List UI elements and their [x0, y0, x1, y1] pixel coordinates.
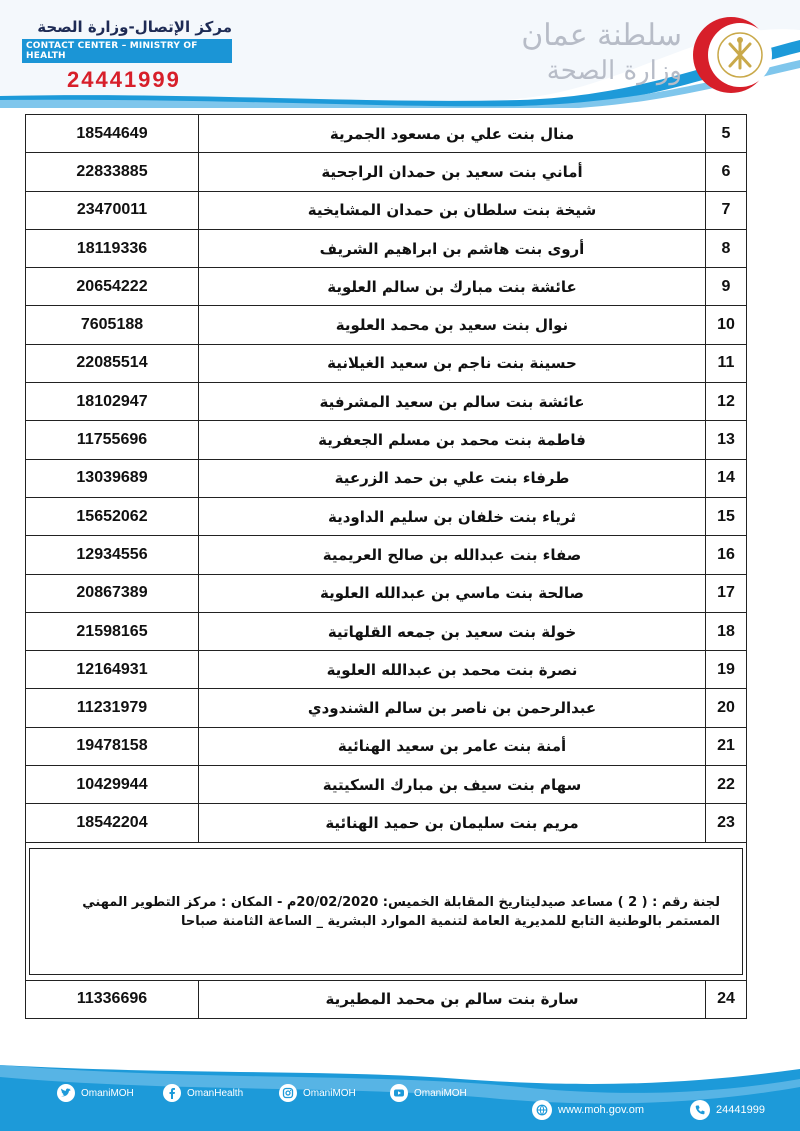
name-cell: حسينة بنت ناجم بن سعيد الغيلانية — [199, 344, 706, 382]
table-row — [26, 497, 747, 535]
name-cell: صفاء بنت عبدالله بن صالح العريمية — [199, 536, 706, 574]
table-row — [26, 980, 747, 1018]
twitter-link[interactable] — [57, 1082, 134, 1104]
row-number-cell: 23 — [706, 804, 747, 842]
instagram-link[interactable] — [279, 1082, 356, 1104]
name-cell: أماني بنت سعيد بن حمدان الراجحية — [199, 153, 706, 191]
table-row — [26, 153, 747, 191]
row-number-cell: 15 — [706, 497, 747, 535]
table-row — [26, 421, 747, 459]
candidates-table-body — [26, 115, 747, 843]
phone-cell: 18119336 — [26, 229, 199, 267]
phone-cell: 11336696 — [26, 980, 199, 1018]
candidates-table-body-2 — [26, 980, 747, 1018]
table-row — [26, 459, 747, 497]
phone-cell: 12164931 — [26, 651, 199, 689]
ministry-calligraphy: وزارة الصحة — [546, 56, 682, 86]
candidates-table — [25, 114, 747, 1019]
row-number-cell: 7 — [706, 191, 747, 229]
sultanate-calligraphy: سلطنة عمان — [521, 18, 682, 53]
table-row — [26, 536, 747, 574]
phone-cell: 18544649 — [26, 115, 199, 153]
phone-link[interactable] — [690, 1099, 765, 1121]
footer-phone-number: 24441999 — [716, 1104, 765, 1116]
table-row — [26, 766, 747, 804]
contact-center-arabic: مركز الإتصال-وزارة الصحة — [37, 18, 232, 36]
row-number-cell: 8 — [706, 229, 747, 267]
youtube-handle: OmaniMOH — [414, 1087, 467, 1099]
phone-cell: 11755696 — [26, 421, 199, 459]
row-number-cell: 20 — [706, 689, 747, 727]
phone-cell: 22833885 — [26, 153, 199, 191]
row-number-cell: 24 — [706, 980, 747, 1018]
row-number-cell: 6 — [706, 153, 747, 191]
committee-note-cell — [26, 842, 747, 980]
table-row — [26, 804, 747, 842]
phone-cell: 20867389 — [26, 574, 199, 612]
name-cell: عائشة بنت مبارك بن سالم العلوية — [199, 268, 706, 306]
name-cell: صالحة بنت ماسي بن عبدالله العلوية — [199, 574, 706, 612]
contact-center-block — [22, 18, 232, 93]
youtube-link[interactable] — [390, 1082, 467, 1104]
twitter-handle: OmaniMOH — [81, 1087, 134, 1099]
phone-cell: 18542204 — [26, 804, 199, 842]
moh-crescent-emblem-icon — [690, 14, 772, 96]
phone-cell: 20654222 — [26, 268, 199, 306]
table-row — [26, 612, 747, 650]
table-row — [26, 191, 747, 229]
row-number-cell: 16 — [706, 536, 747, 574]
youtube-icon — [390, 1084, 408, 1102]
name-cell: نصرة بنت محمد بن عبدالله العلوية — [199, 651, 706, 689]
table-row — [26, 727, 747, 765]
instagram-handle: OmaniMOH — [303, 1087, 356, 1099]
phone-cell: 11231979 — [26, 689, 199, 727]
row-number-cell: 12 — [706, 383, 747, 421]
contact-center-phone: 24441999 — [67, 67, 181, 92]
website-url: www.moh.gov.om — [558, 1104, 644, 1116]
phone-cell: 18102947 — [26, 383, 199, 421]
table-row — [26, 268, 747, 306]
table-row — [26, 383, 747, 421]
instagram-icon — [279, 1084, 297, 1102]
facebook-handle: OmanHealth — [187, 1087, 244, 1099]
row-number-cell: 11 — [706, 344, 747, 382]
table-row — [26, 689, 747, 727]
name-cell: شيخة بنت سلطان بن حمدان المشايخية — [199, 191, 706, 229]
name-cell: سارة بنت سالم بن محمد المطيرية — [199, 980, 706, 1018]
twitter-icon — [57, 1084, 75, 1102]
facebook-icon — [163, 1084, 181, 1102]
committee-note: لجنة رقم : ( 2 ) مساعد صيدليتاريخ المقابلة الخميس: 20/02/2020م - المكان : مركز التطوير المهني المستمر بالوطنية التابع للمديرية العامة لتنمية الموارد البشرية _ الساعة الثامنة صباحا — [29, 848, 743, 975]
row-number-cell: 22 — [706, 766, 747, 804]
table-row — [26, 306, 747, 344]
contact-center-english: CONTACT CENTER – MINISTRY OF HEALTH — [22, 39, 232, 63]
row-number-cell: 19 — [706, 651, 747, 689]
name-cell: خولة بنت سعيد بن جمعه القلهاتية — [199, 612, 706, 650]
name-cell: عبدالرحمن بن ناصر بن سالم الشندودي — [199, 689, 706, 727]
name-cell: مريم بنت سليمان بن حميد الهنائية — [199, 804, 706, 842]
table-row — [26, 344, 747, 382]
name-cell: سهام بنت سيف بن مبارك السكيتية — [199, 766, 706, 804]
table-row — [26, 229, 747, 267]
name-cell: أروى بنت هاشم بن ابراهيم الشريف — [199, 229, 706, 267]
row-number-cell: 18 — [706, 612, 747, 650]
row-number-cell: 14 — [706, 459, 747, 497]
name-cell: طرفاء بنت علي بن حمد الزرعية — [199, 459, 706, 497]
phone-cell: 15652062 — [26, 497, 199, 535]
phone-cell: 21598165 — [26, 612, 199, 650]
committee-note-row — [26, 842, 747, 980]
name-cell: فاطمة بنت محمد بن مسلم الجعفرية — [199, 421, 706, 459]
phone-cell: 7605188 — [26, 306, 199, 344]
website-link[interactable] — [532, 1099, 644, 1121]
phone-cell: 13039689 — [26, 459, 199, 497]
row-number-cell: 10 — [706, 306, 747, 344]
name-cell: منال بنت علي بن مسعود الجمرية — [199, 115, 706, 153]
globe-icon — [532, 1100, 552, 1120]
phone-cell: 12934556 — [26, 536, 199, 574]
name-cell: أمنة بنت عامر بن سعيد الهنائية — [199, 727, 706, 765]
row-number-cell: 21 — [706, 727, 747, 765]
facebook-link[interactable] — [163, 1082, 243, 1104]
phone-cell: 23470011 — [26, 191, 199, 229]
table-row — [26, 574, 747, 612]
row-number-cell: 17 — [706, 574, 747, 612]
row-number-cell: 9 — [706, 268, 747, 306]
name-cell: ثرياء بنت خلفان بن سليم الداودية — [199, 497, 706, 535]
row-number-cell: 5 — [706, 115, 747, 153]
phone-cell: 10429944 — [26, 766, 199, 804]
phone-cell: 19478158 — [26, 727, 199, 765]
row-number-cell: 13 — [706, 421, 747, 459]
page-footer — [0, 1065, 800, 1131]
page-header — [0, 0, 800, 108]
table-row — [26, 651, 747, 689]
name-cell: عائشة بنت سالم بن سعيد المشرفية — [199, 383, 706, 421]
name-cell: نوال بنت سعيد بن محمد العلوية — [199, 306, 706, 344]
table-row — [26, 115, 747, 153]
phone-icon — [690, 1100, 710, 1120]
phone-cell: 22085514 — [26, 344, 199, 382]
